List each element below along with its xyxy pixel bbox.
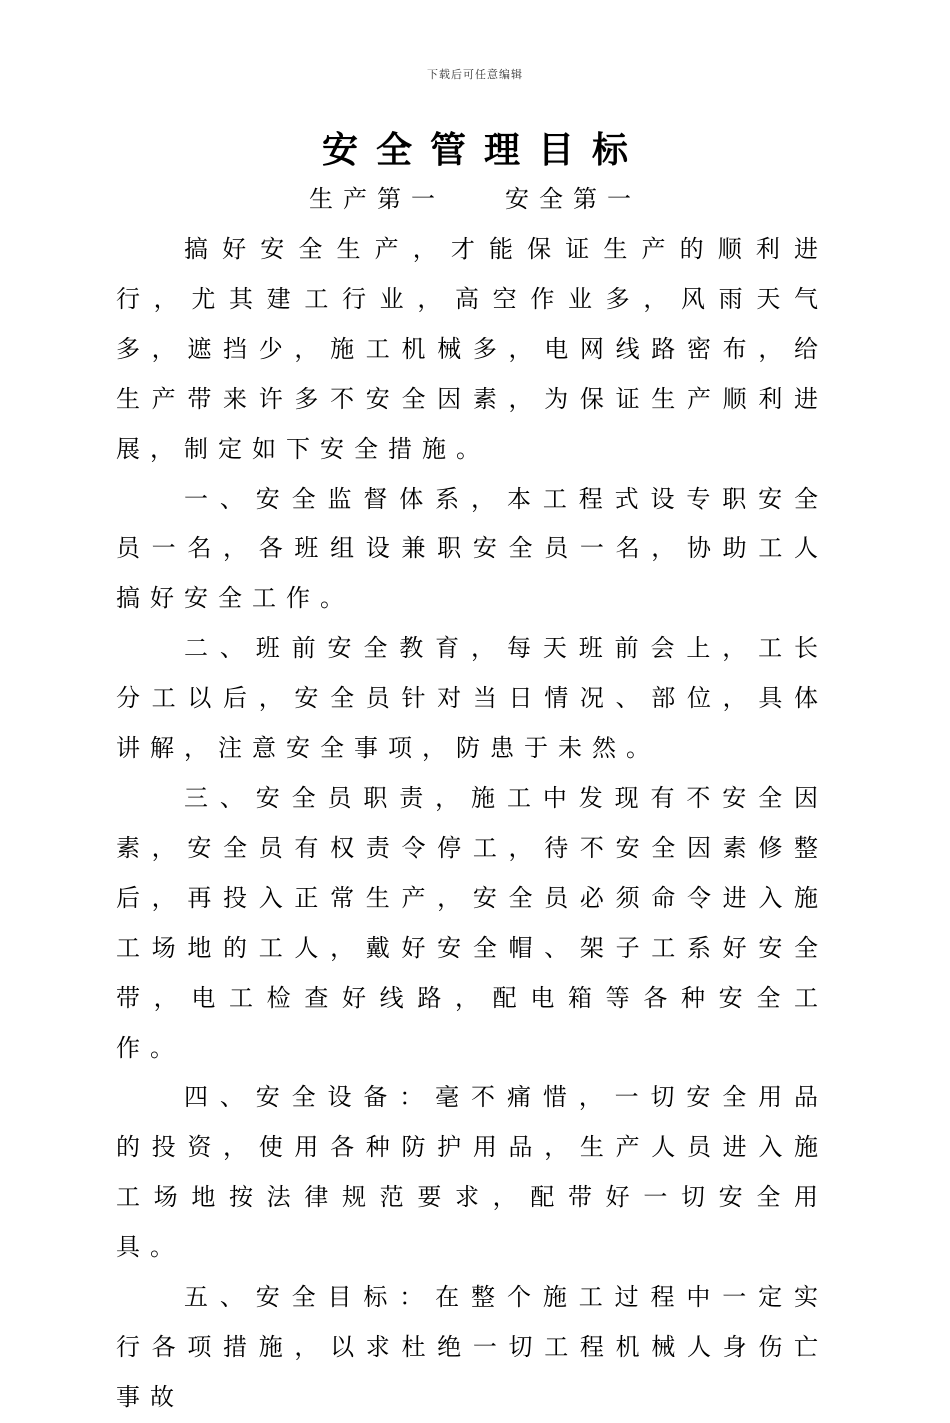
paragraph-supervision-system: 一、安全监督体系，本工程式设专职安全员一名，各班组设兼职安全员一名，协助工人搞好安全工作。 [116,484,828,613]
paragraph-safety-officer-duties: 三、安全员职责，施工中发现有不安全因素，安全员有权责令停工，待不安全因素修整后，再投入正常生产，安全员必须命令进入施工场地的工人，戴好安全帽、架子工系好安全带，电工检查好线路，配电箱等各种安全工作。 [116,783,828,1062]
document-title: 安全管理目标 [321,129,646,171]
subtitle-left: 生产第一 [309,185,445,213]
subtitle-right: 安全第一 [505,185,641,213]
paragraph-pre-shift-education: 二、班前安全教育，每天班前会上，工长分工以后，安全员针对当日情况、部位，具体讲解，注意安全事项，防患于未然。 [116,634,828,763]
paragraph-intro: 搞好安全生产，才能保证生产的顺利进行，尤其建工行业，高空作业多，风雨天气多，遮挡少，施工机械多，电网线路密布，给生产带来许多不安全因素，为保证生产顺利进展，制定如下安全措施。 [116,235,828,463]
document-body [116,225,828,1423]
paragraph-safety-equipment: 四、安全设备：毫不痛惜，一切安全用品的投资，使用各种防护用品，生产人员进入施工场地按法律规范要求，配带好一切安全用具。 [116,1083,828,1262]
document-subtitle [0,182,950,216]
header-note: 下载后可任意编辑 [427,68,523,81]
paragraph-safety-goal: 五、安全目标：在整个施工过程中一定实行各项措施，以求杜绝一切工程机械人身伤亡事故 [116,1283,828,1411]
